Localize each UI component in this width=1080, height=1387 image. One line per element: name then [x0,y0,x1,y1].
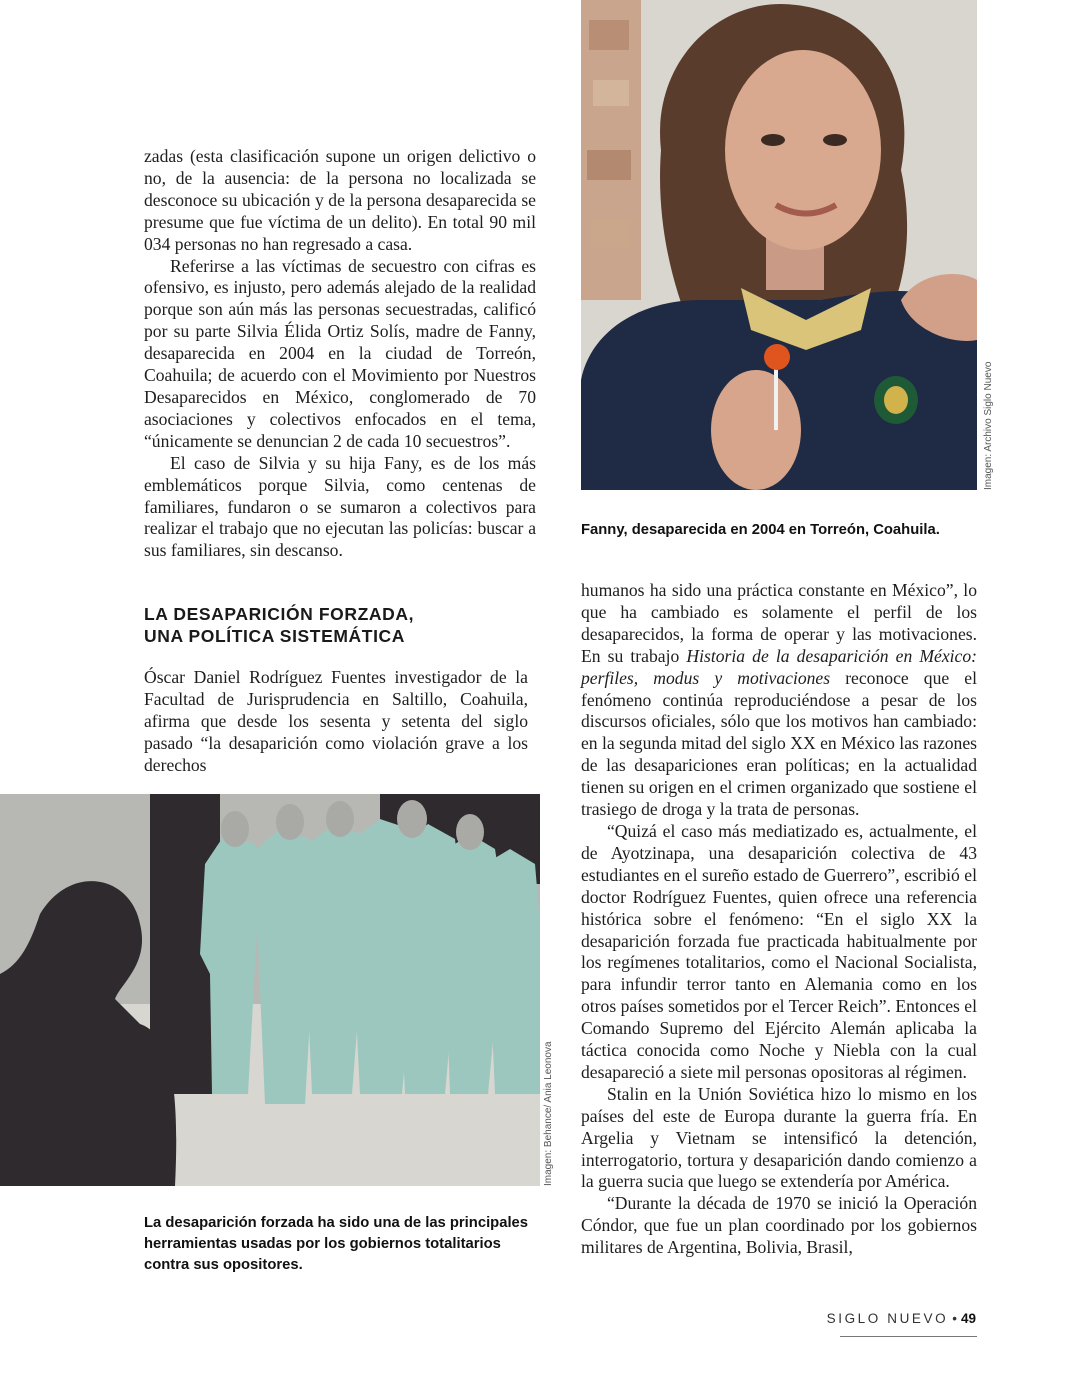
paragraph: Óscar Daniel Rodríguez Fuentes investigador de la Facultad de Jurisprudencia en Saltillo, Coahuila, afirma que desde los sesenta y setenta del siglo pasado “la desaparición como violación grave a los derechos [144,667,528,775]
paragraph [581,580,977,821]
paragraph: “Durante la década de 1970 se inició la Operación Cóndor, que fue un plan coordinado por los gobiernos militares de Argentina, Bolivia, Brasil, [581,1193,977,1258]
paragraph: “Quizá el caso más mediatizado es, actualmente, el de Ayotzinapa, una desaparición colectiva de 43 estudiantes en el sureño estado de Guerrero”, escribió el doctor Rodríguez Fuentes, quien ofrece una referencia histórica sobre el fenómeno: “En el siglo XX la desaparición forzada fue practicada habitualmente por los regímenes totalitarios, como el Nacional Socialista, para infundir terror tanto en Alemania como en los otros países sometidos por el Tercer Reich”. Entonces el Comando Supremo del Ejército Alemán aplicaba la táctica conocida como Noche y Niebla con la cual desapareció a siete mil personas opositoras al régimen. [581,820,977,1082]
folio-separator: • [952,1311,957,1326]
photo-credit: Imagen: Archivo Siglo Nuevo [983,361,994,490]
text-run: humanos ha sido una práctica constante en México”, lo que ha cambiado es solamente el perfil de los desaparecidos, la forma de operar y las motivaciones. En su trabajo [581,580,977,666]
article-column-left-top [144,146,536,562]
section-heading-line: LA DESAPARICIÓN FORZADA, [144,604,415,624]
photo-fanny [581,0,977,490]
paragraph: Referirse a las víctimas de secuestro con cifras es ofensivo, es injusto, pero además alejado de la realidad porque son aún más las personas secuestradas, calificó por su parte Silvia Élida Ortiz Solís, madre de Fanny, desaparecida en 2004 en la ciudad de Torreón, Coahuila; de acuerdo con el Movimiento por Nuestros Desaparecidos en México, conglomerado de 70 asociaciones y colectivos enfocados en el tema, “únicamente se denuncian 2 de cada 10 secuestros”. [144,255,536,451]
section-heading-line: UNA POLÍTICA SISTEMÁTICA [144,626,406,646]
paragraph: El caso de Silvia y su hija Fany, es de los más emblemáticos porque Silvia, como centenas de familiares, fundaron o se sumaron a colectivos para realizar el trabajo que no ejecutan las policías: buscar a sus familiares, sin descanso. [144,452,536,561]
text-run: reconoce que el fenómeno continúa reproduciéndose a pesar de los discursos oficiales, sólo que los motivos han cambiado: en la segunda mitad del siglo XX en México las razones de las desapariciones eran políticas; en la actualidad tienen su origen en el crimen organizado que sostiene el trasiego de droga y la trata de personas. [581,667,978,820]
illustration-credit: Imagen: Behance/ Ania Leonova [543,1041,554,1186]
publication-name: SIGLO NUEVO [826,1311,949,1326]
page-folio [827,1311,976,1326]
illustration-caption: La desaparición forzada ha sido una de las principales herramientas usadas por los gobiernos totalitarios contra sus opositores. [144,1215,529,1273]
section-heading [144,603,544,647]
illustration-prisoners [0,794,540,1186]
article-column-right [581,580,977,1259]
paragraph: zadas (esta clasificación supone un origen delictivo o no, de la ausencia: de la persona no localizada se desconoce su ubicación y de la persona desaparecida se presume que fue víctima de un delito). En total 90 mil 034 personas no han regresado a casa. [144,146,536,254]
paragraph: Stalin en la Unión Soviética hizo lo mismo en los países del este de Europa durante la guerra fría. En Argelia y Vietnam se intensificó la detención, interrogatorio, tortura y desaparición dando comienzo a la guerra sucia que luego se extendería por América. [581,1083,977,1192]
folio-rule [840,1336,977,1337]
book-title: Historia de la desaparición en México: perfiles, modus y motivaciones [581,645,977,688]
page-number: 49 [960,1311,976,1326]
article-column-left-mid [144,667,528,777]
photo-caption: Fanny, desaparecida en 2004 en Torreón, Coahuila. [581,522,940,538]
